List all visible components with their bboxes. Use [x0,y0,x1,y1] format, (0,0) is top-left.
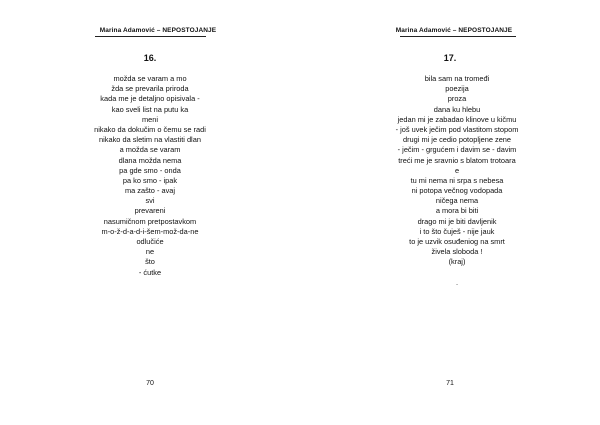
poem-number: 16. [143,53,157,63]
poem-line: ne [145,247,155,257]
right-page [300,0,600,425]
poem-text [0,74,300,278]
page-number: 70 [146,380,154,387]
poem-line: odlučiće [136,237,164,246]
poem-line: a možda se varam [119,145,181,155]
poem-line: kao sveli list na putu ka [111,104,189,114]
poem-line: meni [141,114,159,124]
poem-line: ma zašto - avaj [124,186,176,196]
poem-line: . [455,277,459,287]
poem-line: pa ko smo - ipak [122,175,178,185]
poem-line: to je uzvik osuđeniog na smrt [409,237,505,246]
poem-line: što [145,257,155,267]
poem-line: proza [447,94,467,104]
poem-line: pa gde smo - onda [119,165,181,175]
poem-line: ničega nema [435,196,479,206]
poem-line: nikako da dokučim o čemu se radi [94,124,206,134]
poem-line: m-o-ž-d-a-d-i-šem-mož-da-ne [101,226,199,236]
running-header [304,27,600,34]
page-number: 71 [446,380,454,387]
poem-line: žda se prevarila priroda [111,84,189,94]
poem-line: treći me je sravnio s blatom trotoara [398,155,516,165]
poem-line: možda se varam a mo [113,74,187,83]
running-header-text: Marina Adamović – NEPOSTOJANJE [99,27,217,34]
poem-line: - ćutke [138,267,162,277]
poem-line: prevareni [134,206,166,216]
poem-line [307,268,600,278]
poem-line: bila sam na tromeđi [424,74,490,83]
poem-line: kada me je detaljno opisivala - [100,94,200,104]
poem-line: ni potopa večnog vodopada [411,186,503,196]
poem-line: drago mi je biti davljenik [417,216,497,226]
poem-line: nikako da sletim na vlastiti dlan [99,135,201,145]
poem-line: drugi mi je cedio potopljene zene [402,135,512,145]
running-header-text: Marina Adamović – NEPOSTOJANJE [395,27,513,34]
poem-line: svi [145,196,155,206]
poem-line: i to što čuješ - nije jauk [419,226,495,236]
poem-line: poezija [445,84,469,94]
running-header [8,27,308,34]
poem-line: nasumičnom pretpostavkom [103,216,197,226]
poem-line: živela sloboda ! [431,247,483,257]
poem-number: 17. [443,53,457,63]
poem-line: (kraj) [448,257,466,267]
poem-line: dlana možda nema [118,155,182,165]
poem-line: - još uvek ječim pod vlastitom stopom [395,124,519,134]
header-underline [400,36,516,37]
poem-line: tu mi nema ni srpa s nebesa [410,175,504,185]
poem-text [307,74,600,288]
poem-line: dana ku hlebu [433,104,481,114]
header-underline [95,36,206,37]
poem-line: e [454,165,460,175]
poem-line: a mora bi biti [435,206,479,216]
poem-line: - ječim - grgućem i davim se - davim [397,145,517,155]
poem-line: jedan mi je zabadao klinove u kičmu [397,114,517,124]
